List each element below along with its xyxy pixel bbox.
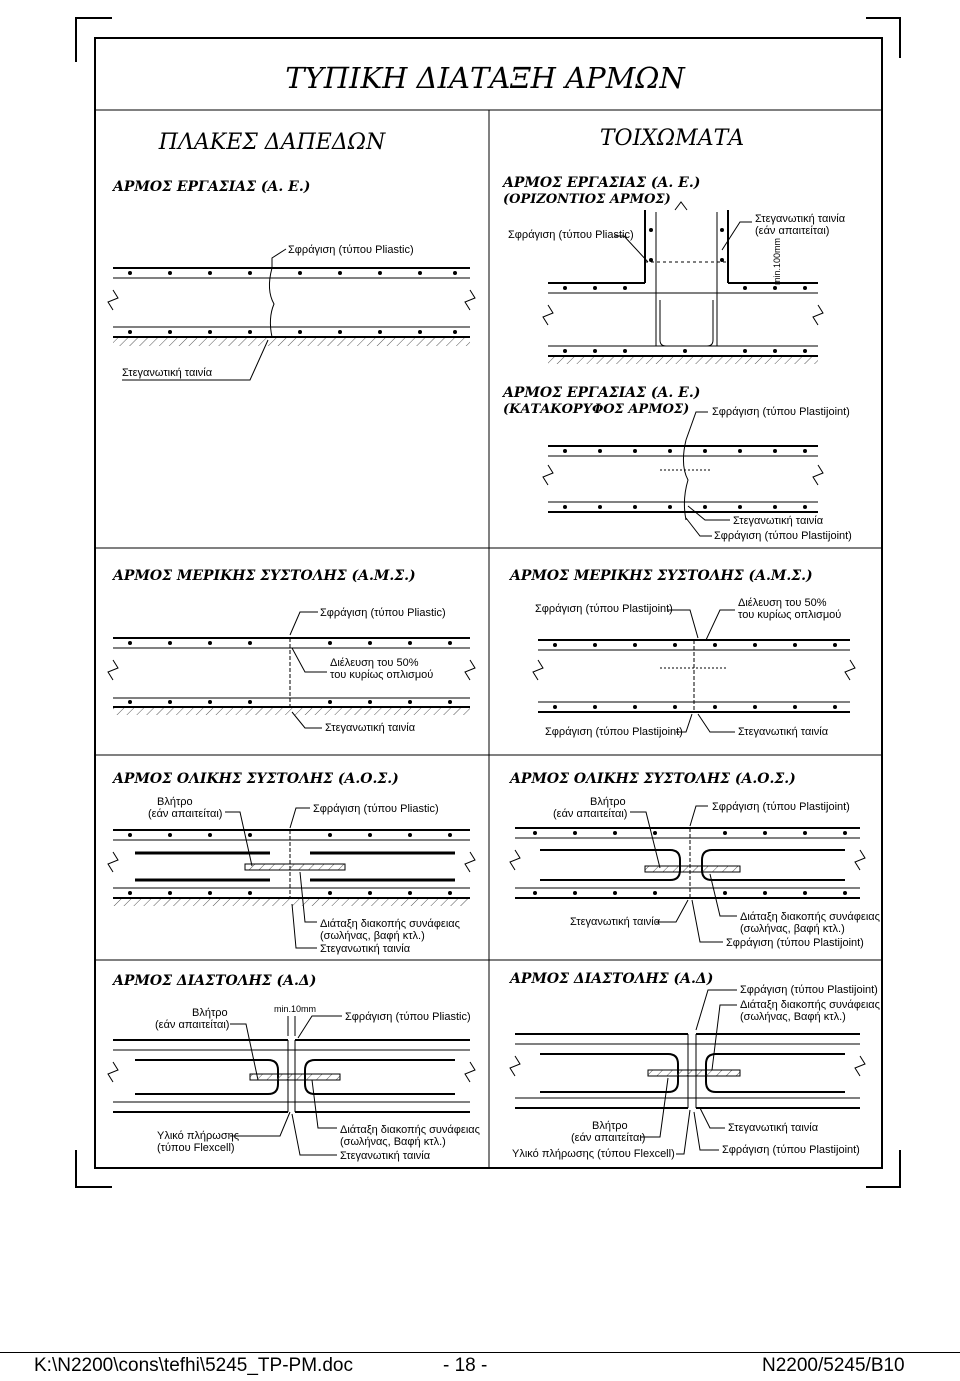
l4-break2-label: (σωλήνας, βαφή κτλ.) bbox=[320, 930, 425, 942]
l5-tape-label: Στεγανωτική ταινία bbox=[340, 1150, 431, 1162]
l3-pass2-label: του κυρίως οπλισμού bbox=[330, 669, 434, 681]
r1-seal-label: Σφράγιση (τύπου Pliastic) bbox=[508, 229, 634, 241]
l5-dowel1-label: Βλήτρο bbox=[192, 1007, 228, 1019]
r2-title-label: ΑΡΜΟΣ ΕΡΓΑΣΙΑΣ (Α. Ε.) bbox=[503, 385, 701, 401]
footer-page-number: - 18 - bbox=[443, 1355, 488, 1376]
r2-seal2-label: Σφράγιση (τύπου Plastijoint) bbox=[714, 530, 852, 542]
detail-wall-vertical-joint bbox=[501, 385, 852, 542]
r5-fill-label: Υλικό πλήρωσης (τύπου Flexcell) bbox=[512, 1148, 675, 1160]
r2-tape-label: Στεγανωτική ταινία bbox=[733, 515, 824, 527]
r1-sub-label: (ΟΡΙΖΟΝΤΙΟΣ ΑΡΜΟΣ) bbox=[503, 192, 671, 207]
detail-wall-expansion-joint bbox=[508, 971, 880, 1160]
r4-break2-label: (σωλήνας, βαφή κτλ.) bbox=[740, 923, 845, 935]
footer-file-path: K:\N2200\cons\tefhi\5245_TP-PM.doc bbox=[34, 1355, 353, 1376]
r3-tape-label: Στεγανωτική ταινία bbox=[738, 726, 829, 738]
r4-tape-label: Στεγανωτική ταινία bbox=[570, 916, 661, 928]
l5-break2-label: (σωλήνας, Βαφή κτλ.) bbox=[340, 1136, 446, 1148]
l5-fill2-label: (τύπου Flexcell) bbox=[157, 1142, 235, 1154]
r3-seal2-label: Σφράγιση (τύπου Plastijoint) bbox=[545, 726, 683, 738]
l3-seal-label: Σφράγιση (τύπου Pliastic) bbox=[320, 607, 446, 619]
r5-tape-label: Στεγανωτική ταινία bbox=[728, 1122, 819, 1134]
l3-pass1-label: Διέλευση του 50% bbox=[330, 657, 419, 669]
detail-wall-horizontal-joint bbox=[501, 175, 846, 364]
l1-tape-label: Στεγανωτική ταινία bbox=[122, 367, 213, 379]
l4-title-label: ΑΡΜΟΣ ΟΛΙΚΗΣ ΣΥΣΤΟΛΗΣ (Α.Ο.Σ.) bbox=[113, 771, 399, 787]
l3-title-label: ΑΡΜΟΣ ΜΕΡΙΚΗΣ ΣΥΣΤΟΛΗΣ (Α.Μ.Σ.) bbox=[113, 568, 416, 584]
r3-pass2-label: του κυρίως οπλισμού bbox=[738, 609, 842, 621]
l5-seal-label: Σφράγιση (τύπου Pliastic) bbox=[345, 1011, 471, 1023]
l5-dowel2-label: (εάν απαιτείται) bbox=[155, 1019, 230, 1031]
l4-break1-label: Διάταξη διακοπής συνάφειας bbox=[320, 918, 460, 930]
column-title-walls: ΤΟΙΧΩΜΑΤΑ bbox=[599, 126, 745, 151]
l4-dowel2-label: (εάν απαιτείται) bbox=[148, 808, 223, 820]
r5-dowel1-label: Βλήτρο bbox=[592, 1120, 628, 1132]
r5-title-label: ΑΡΜΟΣ ΔΙΑΣΤΟΛΗΣ (Α.Δ) bbox=[510, 971, 714, 987]
l4-tape-label: Στεγανωτική ταινία bbox=[320, 943, 411, 955]
l1-title-label: ΑΡΜΟΣ ΕΡΓΑΣΙΑΣ (Α. Ε.) bbox=[113, 179, 311, 195]
drawing-title: ΤΥΠΙΚΗ ΔΙΑΤΑΞΗ ΑΡΜΩΝ bbox=[285, 61, 685, 95]
r4-title-label: ΑΡΜΟΣ ΟΛΙΚΗΣ ΣΥΣΤΟΛΗΣ (Α.Ο.Σ.) bbox=[510, 771, 796, 787]
r3-seal-label: Σφράγιση (τύπου Plastijoint) bbox=[535, 603, 673, 615]
l3-tape-label: Στεγανωτική ταινία bbox=[325, 722, 416, 734]
r1-tape2-label: (εάν απαιτείται) bbox=[755, 225, 830, 237]
r5-break2-label: (σωλήνας, Βαφή κτλ.) bbox=[740, 1011, 846, 1023]
r1-tape1-label: Στεγανωτική ταινία bbox=[755, 213, 846, 225]
r4-break1-label: Διάταξη διακοπής συνάφειας bbox=[740, 911, 880, 923]
r4-seal-label: Σφράγιση (τύπου Plastijoint) bbox=[712, 801, 850, 813]
l5-title-label: ΑΡΜΟΣ ΔΙΑΣΤΟΛΗΣ (Α.Δ) bbox=[113, 973, 317, 989]
r5-dowel2-label: (εάν απαιτείται) bbox=[571, 1132, 646, 1144]
l4-seal-label: Σφράγιση (τύπου Pliastic) bbox=[313, 803, 439, 815]
r4-dowel1-label: Βλήτρο bbox=[590, 796, 626, 808]
r5-break1-label: Διάταξη διακοπής συνάφειας bbox=[740, 999, 880, 1011]
detail-slab-expansion-joint bbox=[108, 973, 480, 1162]
r1-title-label: ΑΡΜΟΣ ΕΡΓΑΣΙΑΣ (Α. Ε.) bbox=[503, 175, 701, 191]
detail-wall-full-contraction-joint bbox=[508, 771, 880, 949]
l5-break1-label: Διάταξη διακοπής συνάφειας bbox=[340, 1124, 480, 1136]
l4-dowel1-label: Βλήτρο bbox=[157, 796, 193, 808]
detail-wall-partial-contraction-joint bbox=[508, 568, 855, 738]
footer-document-code: N2200/5245/B10 bbox=[762, 1355, 905, 1376]
column-title-slabs: ΠΛΑΚΕΣ ΔΑΠΕΔΩΝ bbox=[158, 130, 386, 155]
l5-fill1-label: Υλικό πλήρωσης bbox=[157, 1130, 240, 1142]
page-footer bbox=[0, 1352, 960, 1381]
r1-min-label: min.100mm bbox=[772, 237, 782, 285]
detail-slab-partial-contraction-joint bbox=[108, 568, 475, 734]
r4-seal2-label: Σφράγιση (τύπου Plastijoint) bbox=[726, 937, 864, 949]
r5-seal2-label: Σφράγιση (τύπου Plastijoint) bbox=[722, 1144, 860, 1156]
r3-title-label: ΑΡΜΟΣ ΜΕΡΙΚΗΣ ΣΥΣΤΟΛΗΣ (Α.Μ.Σ.) bbox=[510, 568, 813, 584]
r4-dowel2-label: (εάν απαιτείται) bbox=[553, 808, 628, 820]
r3-pass1-label: Διέλευση του 50% bbox=[738, 597, 827, 609]
detail-slab-full-contraction-joint bbox=[108, 771, 475, 955]
r5-seal-label: Σφράγιση (τύπου Plastijoint) bbox=[740, 984, 878, 996]
r2-seal-label: Σφράγιση (τύπου Plastijoint) bbox=[712, 406, 850, 418]
r2-sub-label: (ΚΑΤΑΚΟΡΥΦΟΣ ΑΡΜΟΣ) bbox=[503, 402, 690, 417]
l5-min-label: min.10mm bbox=[274, 1004, 317, 1014]
l1-seal-label: Σφράγιση (τύπου Pliastic) bbox=[288, 244, 414, 256]
detail-slab-construction-joint bbox=[108, 179, 475, 380]
